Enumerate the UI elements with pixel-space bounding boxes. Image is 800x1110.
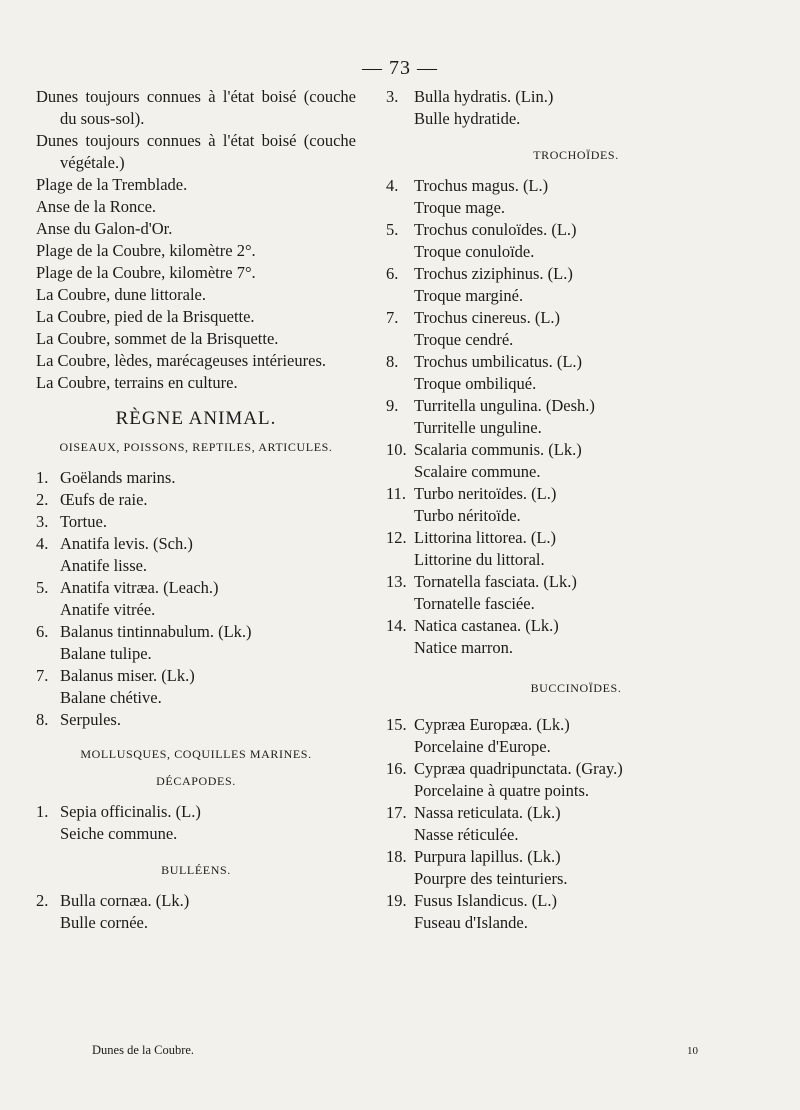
common-name: Porcelaine d'Europe. [414,737,551,756]
latin-name: Œufs de raie. [60,490,148,509]
latin-name: Scalaria communis. (Lk.) [414,440,582,459]
entry-names [60,511,356,533]
common-name: Troque ombiliqué. [414,374,537,393]
entry-names [414,846,766,890]
entry-names [414,219,766,263]
species-entry [386,615,766,659]
species-entry [386,219,766,263]
common-name: Porcelaine à quatre points. [414,781,590,800]
common-name: Turbo néritoïde. [414,506,521,525]
species-entry [386,175,766,219]
decapodes-list [36,801,356,845]
entry-number: 3. [386,87,399,106]
common-name: Turritelle unguline. [414,418,542,437]
common-name: Tornatelle fasciée. [414,594,535,613]
latin-name: Anatifa levis. (Sch.) [60,534,193,553]
species-entry [36,709,356,731]
locality-entry: La Coubre, pied de la Brisquette. [36,307,255,326]
locality-entry: Anse de la Ronce. [36,197,157,216]
entry-number: 17. [386,803,407,822]
latin-name: Trochus magus. (L.) [414,176,549,195]
common-name: Seiche commune. [60,824,178,843]
entry-names [60,533,356,577]
entry-number: 2. [36,490,49,509]
common-name: Troque conuloïde. [414,242,535,261]
entry-names [414,307,766,351]
entry-number: 10. [386,440,407,459]
species-entry [386,395,766,439]
animals-list [36,467,356,731]
species-entry [386,571,766,615]
entry-number: 1. [36,802,49,821]
common-name: Troque marginé. [414,286,524,305]
species-entry [36,890,356,934]
common-name: Troque mage. [414,198,506,217]
bullees-title: BULLÉENS. [161,863,231,877]
entry-number: 12. [386,528,407,547]
species-entry [386,483,766,527]
entry-number: 16. [386,759,407,778]
entry-names [60,801,356,845]
entry-names [414,615,766,659]
species-entry [36,801,356,845]
species-entry [386,758,766,802]
entry-names [60,665,356,709]
bullees-list [36,890,356,934]
entry-names [414,802,766,846]
entry-names [60,709,356,731]
common-name: Bulle cornée. [60,913,148,932]
species-entry [36,577,356,621]
latin-name: Natica castanea. (Lk.) [414,616,559,635]
species-entry [386,351,766,395]
entry-names [414,175,766,219]
latin-name: Balanus tintinnabulum. (Lk.) [60,622,252,641]
species-entry [36,511,356,533]
entry-number: 6. [36,622,49,641]
entry-number: 9. [386,396,399,415]
locality-entry: La Coubre, sommet de la Brisquette. [36,329,279,348]
trochoides-title: TROCHOÏDES. [533,148,619,162]
latin-name: Fusus Islandicus. (L.) [414,891,557,910]
entry-number: 3. [36,512,49,531]
entry-number: 7. [386,308,399,327]
left-column [36,86,356,934]
entry-number: 8. [36,710,49,729]
entry-names [414,758,766,802]
locality-entry: Dunes toujours connues à l'état boisé (couche végétale.) [36,131,356,172]
regne-animal-subtitle: OISEAUX, POISSONS, REPTILES, ARTICULES. [59,440,333,454]
footer-signature-text: Dunes de la Coubre. [92,1043,195,1057]
common-name: Littorine du littoral. [414,550,545,569]
locality-entry: Plage de la Coubre, kilomètre 7°. [36,263,256,282]
latin-name: Cypræa quadripunctata. (Gray.) [414,759,623,778]
common-name: Anatife vitrée. [60,600,156,619]
buccinoides-list [386,714,766,934]
trochoides-list [386,175,766,659]
species-entry [36,467,356,489]
locality-entry: Anse du Galon-d'Or. [36,219,173,238]
locality-entry: La Coubre, dune littorale. [36,285,206,304]
locality-entry: La Coubre, lèdes, marécageuses intérieures. [36,351,326,370]
species-entry [36,533,356,577]
entry-number: 8. [386,352,399,371]
common-name: Pourpre des teinturiers. [414,869,568,888]
common-name: Nasse réticulée. [414,825,519,844]
latin-name: Trochus ziziphinus. (L.) [414,264,573,283]
entry-number: 15. [386,715,407,734]
common-name: Scalaire commune. [414,462,541,481]
entry-names [414,890,766,934]
entry-names [60,467,356,489]
entry-names [414,439,766,483]
regne-animal-title: RÈGNE ANIMAL. [115,408,277,429]
mollusques-title: MOLLUSQUES, COQUILLES MARINES. [80,747,312,761]
common-name: Troque cendré. [414,330,514,349]
species-entry [386,714,766,758]
entry-number: 1. [36,468,49,487]
latin-name: Bulla cornæa. (Lk.) [60,891,190,910]
common-name: Anatife lisse. [60,556,148,575]
entry-names [414,571,766,615]
footer-signature-number: 10 [687,1045,698,1057]
entry-names [414,263,766,307]
entry-names [414,483,766,527]
entry-names [414,351,766,395]
latin-name: Cypræa Europæa. (Lk.) [414,715,570,734]
localities-list [36,86,356,394]
species-entry [386,846,766,890]
latin-name: Sepia officinalis. (L.) [60,802,201,821]
latin-name: Nassa reticulata. (Lk.) [414,803,561,822]
species-entry [386,86,766,130]
species-entry [386,307,766,351]
latin-name: Balanus miser. (Lk.) [60,666,195,685]
latin-name: Bulla hydratis. (Lin.) [414,87,554,106]
entry-number: 11. [386,484,407,503]
species-entry [386,890,766,934]
latin-name: Littorina littorea. (L.) [414,528,557,547]
latin-name: Tornatella fasciata. (Lk.) [414,572,577,591]
entry-names [60,621,356,665]
species-entry [386,527,766,571]
entry-names [414,395,766,439]
latin-name: Anatifa vitræa. (Leach.) [60,578,219,597]
latin-name: Goëlands marins. [60,468,176,487]
entry-number: 14. [386,616,407,635]
latin-name: Purpura lapillus. (Lk.) [414,847,561,866]
page-number: — 73 — [362,57,438,79]
entry-number: 7. [36,666,49,685]
locality-entry: Dunes toujours connues à l'état boisé (couche du sous-sol). [36,87,356,128]
common-name: Natice marron. [414,638,513,657]
latin-name: Trochus cinereus. (L.) [414,308,561,327]
entry-number: 13. [386,572,407,591]
entry-number: 4. [386,176,399,195]
species-entry [386,439,766,483]
entry-number: 2. [36,891,49,910]
species-entry [36,621,356,665]
common-name: Balane chétive. [60,688,162,707]
entry-names [414,714,766,758]
locality-entry: La Coubre, terrains en culture. [36,373,238,392]
species-entry [386,802,766,846]
bullees-continued-list [386,86,766,130]
species-entry [36,665,356,709]
right-column [386,86,766,934]
decapodes-title: DÉCAPODES. [156,774,236,788]
locality-entry: Plage de la Coubre, kilomètre 2°. [36,241,256,260]
entry-number: 5. [386,220,399,239]
entry-number: 6. [386,264,399,283]
common-name: Balane tulipe. [60,644,152,663]
entry-number: 19. [386,891,407,910]
common-name: Bulle hydratide. [414,109,521,128]
latin-name: Tortue. [60,512,107,531]
latin-name: Turbo neritoïdes. (L.) [414,484,557,503]
species-entry [36,489,356,511]
entry-number: 5. [36,578,49,597]
entry-number: 4. [36,534,49,553]
entry-names [60,577,356,621]
latin-name: Trochus umbilicatus. (L.) [414,352,583,371]
latin-name: Serpules. [60,710,121,729]
latin-name: Turritella ungulina. (Desh.) [414,396,595,415]
locality-entry: Plage de la Tremblade. [36,175,188,194]
entry-names [60,890,356,934]
species-entry [386,263,766,307]
buccinoides-title: BUCCINOÏDES. [530,681,622,695]
latin-name: Trochus conuloïdes. (L.) [414,220,577,239]
entry-names [414,527,766,571]
entry-number: 18. [386,847,407,866]
common-name: Fuseau d'Islande. [414,913,528,932]
entry-names [414,86,766,130]
entry-names [60,489,356,511]
